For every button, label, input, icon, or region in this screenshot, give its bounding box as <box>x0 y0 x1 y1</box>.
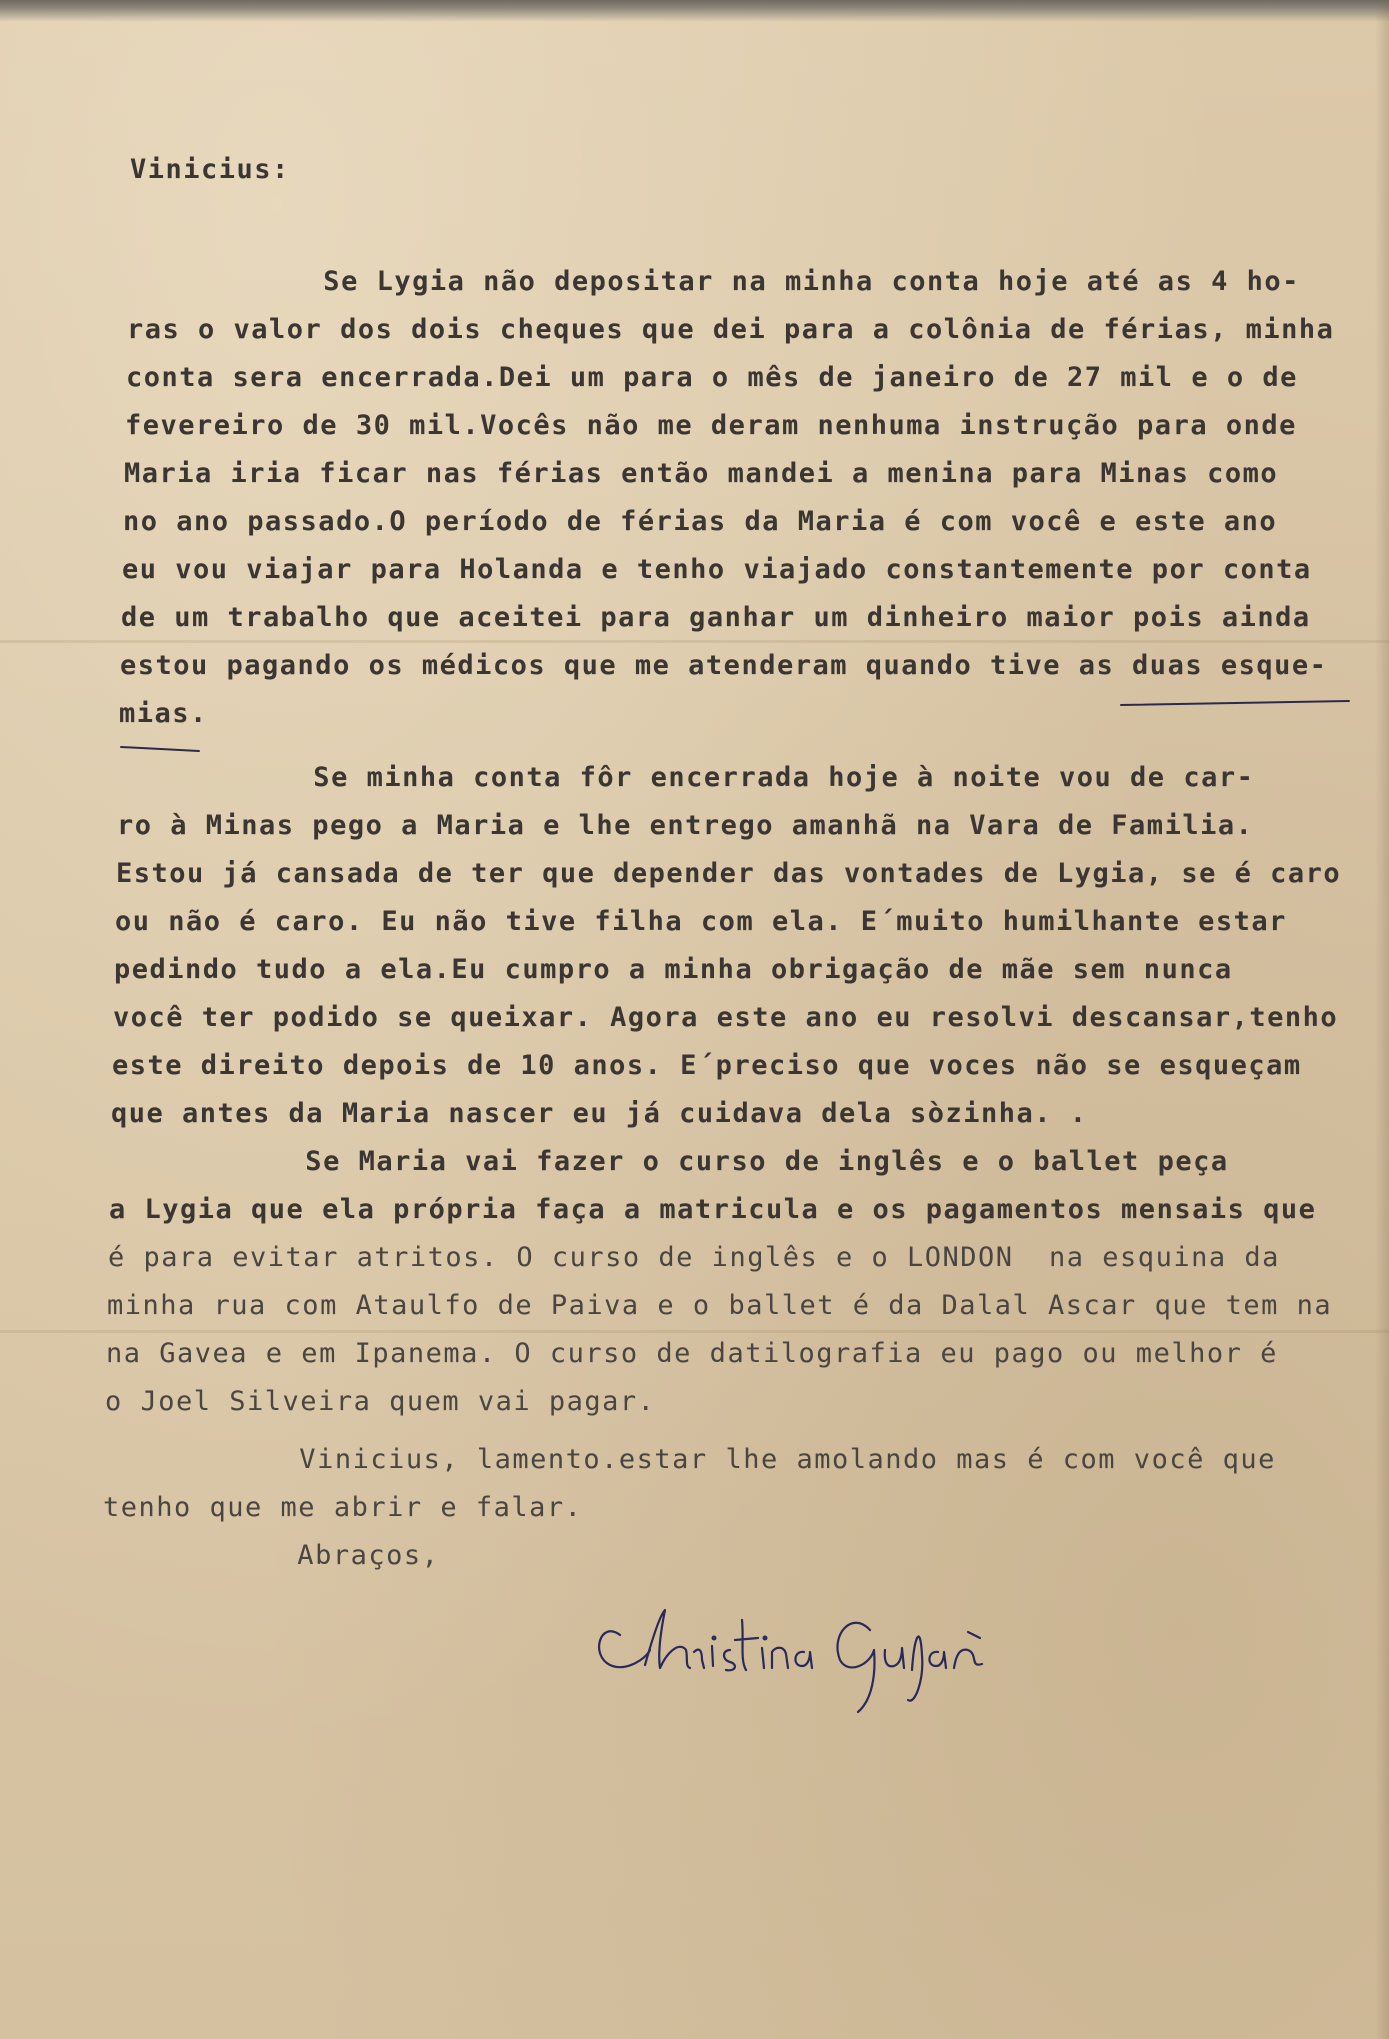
torn-top-edge <box>0 0 1389 22</box>
paper-fold <box>0 640 1389 643</box>
letter-line: você ter podido se queixar. Agora este ano eu resolvi descansar,tenho <box>113 1002 1339 1033</box>
letter-line: este direito depois de 10 anos. E´preciso que voces não se esqueçam <box>112 1050 1302 1081</box>
letter-line: Se Maria vai fazer o curso de inglês e o ballet peça <box>110 1146 1229 1177</box>
letter-line: Se minha conta fôr encerrada hoje à noite vou de car- <box>118 762 1255 793</box>
letter-line: pedindo tudo a ela.Eu cumpro a minha obrigação de mãe sem nunca <box>114 954 1233 985</box>
letter-line: ro à Minas pego a Maria e lhe entrego amanhã na Vara de Familia. <box>117 810 1254 841</box>
handwritten-signature <box>590 1580 1070 1720</box>
salutation: Vinicius: <box>130 154 290 185</box>
page-right-edge <box>1375 0 1389 2039</box>
letter-line: ras o valor dos dois cheques que dei para a colônia de férias, minha <box>127 314 1335 345</box>
letter-line: no ano passado.O período de férias da Maria é com você e este ano <box>123 506 1278 537</box>
paper-fold <box>0 1330 1389 1333</box>
letter-line: estou pagando os médicos que me atenderam quando tive as duas esque- <box>120 650 1328 681</box>
letter-line: o Joel Silveira quem vai pagar. <box>105 1386 656 1417</box>
letter-line: Maria iria ficar nas férias então mandei a menina para Minas como <box>124 458 1279 489</box>
letter-line: é para evitar atritos. O curso de inglês e o LONDON na esquina da <box>108 1242 1280 1273</box>
letter-line: ou não é caro. Eu não tive filha com ela. E´muito humilhante estar <box>115 906 1287 937</box>
ink-underline <box>1120 700 1350 706</box>
letter-line: na Gavea e em Ipanema. O curso de datilografia eu pago ou melhor é <box>106 1338 1278 1369</box>
letter-line: a Lygia que ela própria faça a matricula e os pagamentos mensais que <box>109 1194 1317 1225</box>
letter-line: Vinicius, lamento.estar lhe amolando mas é com você que <box>104 1444 1276 1475</box>
letter-line: Estou já cansada de ter que depender das vontades de Lygia, se é caro <box>116 858 1342 889</box>
letter-line: que antes da Maria nascer eu já cuidava dela sòzinha. . <box>111 1098 1088 1129</box>
letter-line: Se Lygia não depositar na minha conta hoje até as 4 ho- <box>128 266 1300 297</box>
ink-underline <box>120 746 200 752</box>
letter-line: mias. <box>119 698 208 729</box>
letter-line: minha rua com Ataulfo de Paiva e o ballet é da Dalal Ascar que tem na <box>107 1290 1333 1321</box>
letter-line: fevereiro de 30 mil.Vocês não me deram nenhuma instrução para onde <box>125 410 1297 441</box>
letter-line: tenho que me abrir e falar. <box>103 1492 583 1523</box>
letter-line: eu vou viajar para Holanda e tenho viajado constantemente por conta <box>122 554 1312 585</box>
letter-closing: Abraços, <box>102 1540 440 1571</box>
letter-line: conta sera encerrada.Dei um para o mês de janeiro de 27 mil e o de <box>126 362 1298 393</box>
letter-line: de um trabalho que aceitei para ganhar um dinheiro maior pois ainda <box>121 602 1311 633</box>
